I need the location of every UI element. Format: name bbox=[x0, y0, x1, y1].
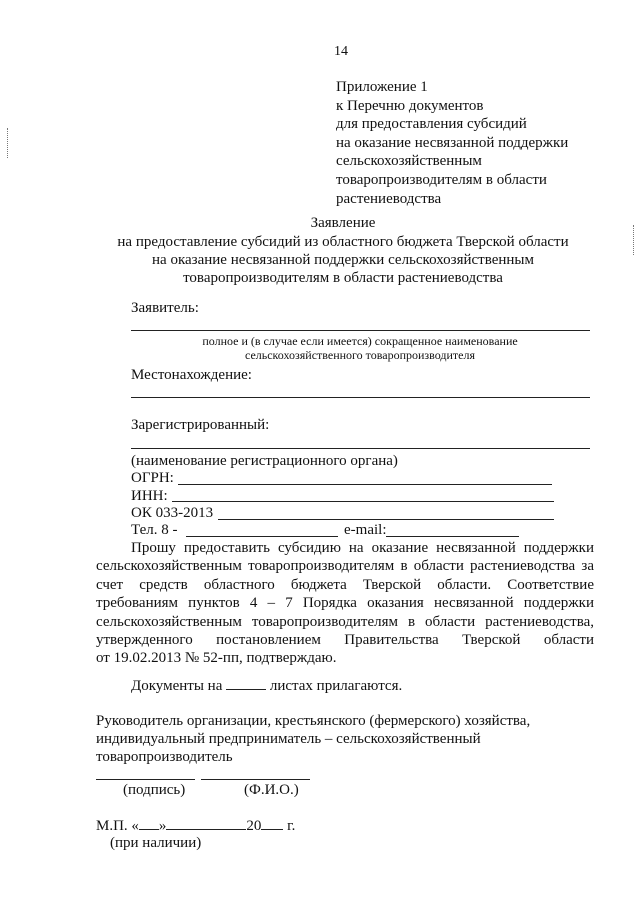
document-subtitle-line: на предоставление субсидий из областного бюджета Тверской области bbox=[117, 234, 569, 250]
appendix-line: на оказание несвязанной поддержки bbox=[336, 134, 569, 151]
year-prefix: 20 bbox=[246, 818, 262, 834]
request-line: Прошу предоставить субсидию на оказание несвязанной поддержки bbox=[131, 540, 594, 556]
request-line: требованиям пунктов 4 – 7 Порядка оказания несвязанной поддержки bbox=[96, 595, 594, 612]
stamp-note: (при наличии) bbox=[110, 835, 202, 851]
appendix-line: товаропроизводителям в области bbox=[336, 171, 547, 188]
page-number: 14 bbox=[334, 44, 348, 59]
request-line: сельскохозяйственным товаропроизводителям в области растениеводства за bbox=[96, 558, 594, 575]
appendix-line: к Перечню документов bbox=[336, 97, 484, 114]
documents-count-blank[interactable] bbox=[226, 677, 266, 690]
request-paragraph bbox=[96, 539, 594, 668]
request-line: сельскохозяйственным товаропроизводителям в области растениеводства, bbox=[96, 613, 594, 630]
date-year-blank[interactable] bbox=[261, 817, 283, 830]
registered-label: Зарегистрированный: bbox=[131, 417, 270, 433]
date-day-blank[interactable] bbox=[139, 817, 159, 830]
tel-label: Тел. 8 - bbox=[131, 522, 178, 538]
signature-caption: (подпись) bbox=[123, 782, 186, 798]
applicant-name-line[interactable] bbox=[131, 330, 590, 331]
full-name-line[interactable] bbox=[201, 779, 310, 780]
applicant-caption: сельскохозяйственного товаропроизводителя bbox=[244, 348, 476, 362]
appendix-line: сельскохозяйственным bbox=[336, 153, 482, 170]
document-title: Заявление bbox=[310, 215, 376, 231]
tel-line[interactable] bbox=[186, 536, 338, 537]
ogrn-label: ОГРН: bbox=[131, 470, 174, 486]
inn-line[interactable] bbox=[172, 501, 554, 502]
stamp-date-line bbox=[96, 817, 295, 835]
ok-label: ОК 033-2013 bbox=[131, 505, 214, 521]
request-line: счет средств областного бюджета Тверской области. Соответствие bbox=[96, 576, 594, 593]
inn-label: ИНН: bbox=[131, 488, 168, 504]
head-line: Руководитель организации, крестьянского (фермерского) хозяйства, bbox=[96, 713, 531, 729]
applicant-label: Заявитель: bbox=[131, 300, 199, 316]
scan-edge-mark-left bbox=[7, 128, 8, 158]
document-subtitle-line: товаропроизводителям в области растениеводства bbox=[183, 270, 503, 286]
request-line: от 19.02.2013 № 52-пп, подтверждаю. bbox=[96, 650, 337, 667]
documents-suffix: листах прилагаются. bbox=[269, 678, 403, 694]
registered-caption: (наименование регистрационного органа) bbox=[131, 453, 398, 469]
document-subtitle-line: на оказание несвязанной поддержки сельскохозяйственным bbox=[152, 252, 534, 268]
location-line[interactable] bbox=[131, 397, 590, 398]
appendix-line: Приложение 1 bbox=[336, 79, 428, 95]
ok-line[interactable] bbox=[218, 519, 554, 520]
registered-line[interactable] bbox=[131, 448, 590, 449]
head-line: индивидуальный предприниматель – сельскохозяйственный bbox=[96, 731, 481, 747]
stamp-prefix: М.П. « bbox=[96, 818, 139, 834]
appendix-header bbox=[336, 78, 568, 208]
full-name-caption: (Ф.И.О.) bbox=[244, 782, 299, 798]
signature-line[interactable] bbox=[96, 779, 195, 780]
applicant-caption: полное и (в случае если имеется) сокращенное наименование bbox=[202, 334, 518, 348]
year-suffix: г. bbox=[287, 818, 296, 834]
documents-line bbox=[131, 677, 402, 695]
email-label: e-mail: bbox=[344, 522, 387, 538]
documents-prefix: Документы на bbox=[131, 678, 223, 694]
location-label: Местонахождение: bbox=[131, 367, 252, 383]
email-line[interactable] bbox=[386, 536, 519, 537]
appendix-line: растениеводства bbox=[336, 190, 442, 207]
ogrn-line[interactable] bbox=[178, 484, 552, 485]
request-line: утвержденного постановлением Правительства Тверской области bbox=[96, 631, 594, 648]
appendix-line: для предоставления субсидий bbox=[336, 116, 527, 133]
date-month-blank[interactable] bbox=[166, 817, 246, 830]
head-line: товаропроизводитель bbox=[96, 749, 233, 765]
stamp-middle: » bbox=[158, 818, 167, 834]
